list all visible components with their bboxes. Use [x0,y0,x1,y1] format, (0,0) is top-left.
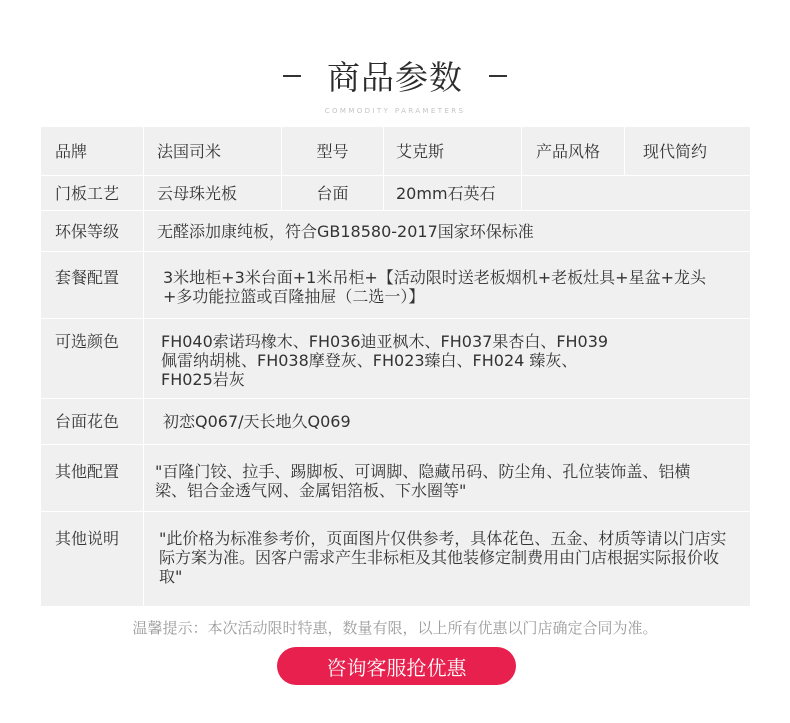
section-header [0,52,790,115]
counter-label: 台面 [316,183,349,203]
style-label: 产品风格 [536,141,601,161]
door-value: 云母珠光板 [157,183,238,203]
colors-value: FH040索诺玛橡木、FH036迪亚枫木、FH037果杏白、FH039佩雷纳胡桃、FH038摩登灰、FH023臻白、FH024 臻灰、FH025岩灰 [161,332,609,389]
model-label: 型号 [316,141,349,161]
other-note-label: 其他说明 [55,529,120,548]
package-label: 套餐配置 [55,268,120,287]
counter-color-value: 初恋Q067/天长地久Q069 [163,412,351,431]
consult-service-button[interactable]: 咨询客服抢优惠 [277,647,516,685]
eco-value: 无醛添加康纯板，符合GB18580-2017国家环保标准 [157,221,534,241]
column-divider [624,127,625,176]
row-divider [41,318,750,319]
counter-color-label: 台面花色 [55,412,120,431]
brand-label: 品牌 [55,141,88,161]
column-divider [383,127,384,211]
counter-value: 20mm石英石 [396,183,496,203]
package-value: 3米地柜+3米台面+1米吊柜+【活动限时送老板烟机+老板灶具+星盆+龙头+多功能拉篮或百隆抽屉（二选一）】 [163,268,706,306]
model-value: 艾克斯 [396,141,445,161]
eco-label: 环保等级 [55,221,120,241]
title-dash-right [489,75,507,77]
label-column-divider [143,127,144,606]
other-config-label: 其他配置 [55,462,120,481]
column-divider [521,127,522,211]
row-divider [41,511,750,512]
params-table [41,127,750,606]
other-config-value: "百隆门铰、拉手、踢脚板、可调脚、隐藏吊码、防尘角、孔位装饰盖、铝横梁、铝合金透气网、金属铝箔板、下水圈等" [155,462,691,500]
row-divider [41,251,750,252]
other-note-value: "此价格为标准参考价，页面图片仅供参考，具体花色、五金、材质等请以门店实际方案为准。因客户需求产生非标柜及其他装修定制费用由门店根据实际报价收取" [159,529,727,586]
section-title: 商品参数 [327,58,463,97]
style-value: 现代简约 [643,141,708,161]
brand-value: 法国司米 [157,141,222,161]
row-divider [41,444,750,445]
row-divider [41,398,750,399]
title-dash-left [283,75,301,77]
notice-text: 温馨提示：本次活动限时特惠，数量有限，以上所有优惠以门店确定合同为准。 [132,619,658,637]
section-subtitle: COMMODITY PARAMETERS [324,107,466,115]
door-label: 门板工艺 [55,183,120,203]
colors-label: 可选颜色 [55,332,120,351]
